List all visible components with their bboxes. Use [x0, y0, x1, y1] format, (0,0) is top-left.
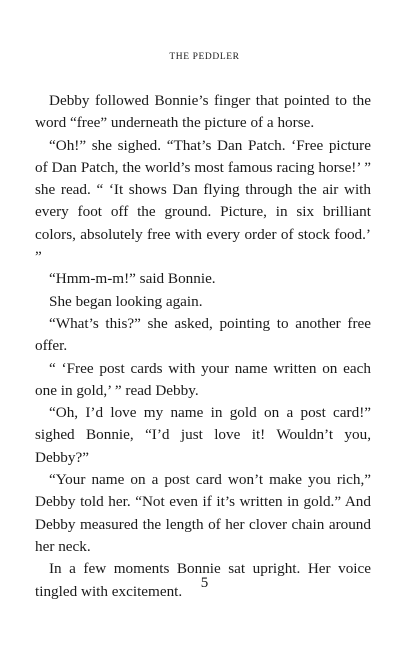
paragraph: She began looking again.	[49, 292, 203, 310]
paragraph: “What’s this?” she asked, pointing to another free offer.	[35, 314, 371, 355]
paragraph: “Oh!” she sighed. “That’s Dan Patch. ‘Free picture of Dan Patch, the world’s most famous racing horse!’ ” she read. “ ‘It shows Dan flying through the air with every foot off the ground. Picture, in six brilliant colors, absolutely free with every order of stock food.’ ”	[35, 136, 371, 266]
paragraph: “Your name on a post card won’t make you rich,” Debby told her. “Not even if it’s written in gold.” And Debby measured the length of her clover chain around her neck.	[35, 471, 371, 555]
running-head: THE PEDDLER	[169, 52, 240, 62]
paragraph: “Hmm-m-m!” said Bonnie.	[49, 270, 216, 288]
page-number: 5	[200, 575, 209, 591]
paragraph: Debby followed Bonnie’s finger that pointed to the word “free” underneath the picture of a horse.	[35, 92, 371, 132]
paragraph: In a few moments Bonnie sat upright. Her voice tingled with excitement.	[35, 560, 371, 600]
paragraph: “ ‘Free post cards with your name written on each one in gold,’ ” read Debby.	[35, 359, 371, 399]
body-text	[35, 90, 371, 603]
paragraph: “Oh, I’d love my name in gold on a post card!” sighed Bonnie, “I’d just love it! Wouldn’t you, Debby?”	[35, 404, 371, 466]
